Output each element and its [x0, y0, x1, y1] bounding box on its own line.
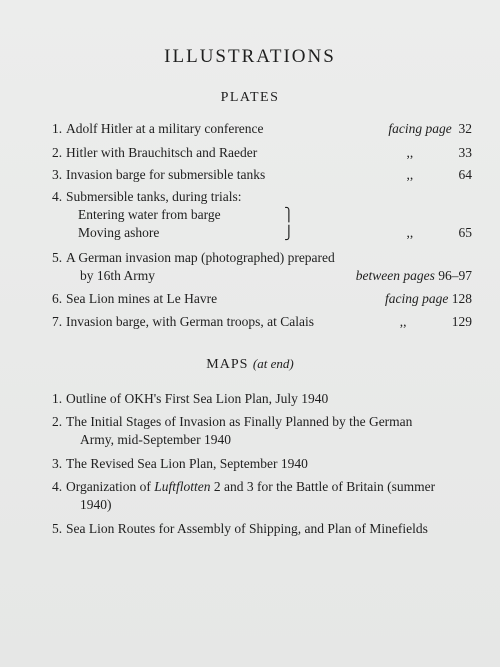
item-text-italic: Luftflotten	[154, 479, 211, 494]
item-ref	[356, 267, 472, 285]
brace-mark: ⎫ ⎭	[284, 207, 294, 240]
ref-label: facing page	[388, 121, 452, 136]
item-number: 3.	[52, 456, 63, 471]
ditto-mark: ,,	[399, 314, 407, 329]
ditto-mark: ,,	[406, 145, 414, 160]
item-text: A German invasion map (photographed) prepared	[66, 250, 335, 265]
item-number: 5.	[52, 250, 63, 265]
item-ref	[400, 313, 472, 331]
item-number: 2.	[52, 414, 63, 429]
item-text-end: 2 and 3 for the Battle of Britain (summer	[210, 479, 436, 494]
maps-heading	[0, 356, 500, 373]
item-text-continued: Army, mid-September 1940	[80, 432, 231, 447]
item-number: 3.	[52, 167, 63, 182]
page-number: 96–97	[438, 268, 472, 283]
item-ref	[385, 290, 472, 308]
item-text-continued: by 16th Army	[80, 268, 156, 283]
item-text: Adolf Hitler at a military conference	[66, 121, 264, 136]
item-number: 5.	[52, 521, 63, 536]
page-number: 128	[451, 291, 472, 306]
item-ref	[407, 224, 473, 242]
item-ref	[388, 120, 472, 138]
item-text: Invasion barge, with German troops, at Calais	[66, 314, 314, 329]
ditto-mark: ,,	[406, 225, 414, 240]
item-number: 4.	[52, 479, 63, 494]
item-ref	[407, 166, 473, 184]
item-text: The Initial Stages of Invasion as Finally Planned by the German	[66, 414, 413, 429]
maps-heading-text: MAPS	[206, 357, 249, 372]
maps-heading-note: (at end)	[252, 356, 294, 371]
page-number: 64	[458, 167, 472, 182]
item-text: Sea Lion Routes for Assembly of Shipping, and Plan of Minefields	[66, 521, 428, 536]
item-text-start: Organization of	[66, 479, 155, 494]
item-number: 2.	[52, 145, 63, 160]
page-number: 32	[458, 121, 472, 136]
item-text: Invasion barge for submersible tanks	[66, 167, 266, 182]
item-text	[66, 478, 486, 496]
ref-label: between pages	[355, 268, 435, 283]
item-number: 4.	[52, 189, 63, 204]
ref-label: facing page	[385, 291, 449, 306]
item-ref	[407, 144, 473, 162]
item-text: The Revised Sea Lion Plan, September 1940	[66, 456, 308, 471]
sub-item-text: Moving ashore	[78, 225, 160, 240]
page-title: ILLUSTRATIONS	[164, 46, 336, 67]
item-number: 1.	[52, 121, 63, 136]
item-number: 7.	[52, 314, 63, 329]
page-number: 65	[458, 225, 472, 240]
page-number: 33	[458, 145, 472, 160]
page-number: 129	[451, 314, 472, 329]
item-text-continued: 1940)	[80, 497, 112, 512]
plate-item	[52, 188, 472, 244]
sub-item-text: Entering water from barge	[78, 207, 221, 222]
item-text: Outline of OKH's First Sea Lion Plan, July 1940	[66, 391, 329, 406]
plate-item	[52, 249, 472, 285]
item-text: Submersible tanks, during trials:	[66, 189, 242, 204]
ditto-mark: ,,	[406, 167, 414, 182]
item-number: 6.	[52, 291, 63, 306]
item-number: 1.	[52, 391, 63, 406]
item-text: Hitler with Brauchitsch and Raeder	[66, 145, 258, 160]
item-text: Sea Lion mines at Le Havre	[66, 291, 218, 306]
plates-heading: PLATES	[220, 90, 280, 105]
